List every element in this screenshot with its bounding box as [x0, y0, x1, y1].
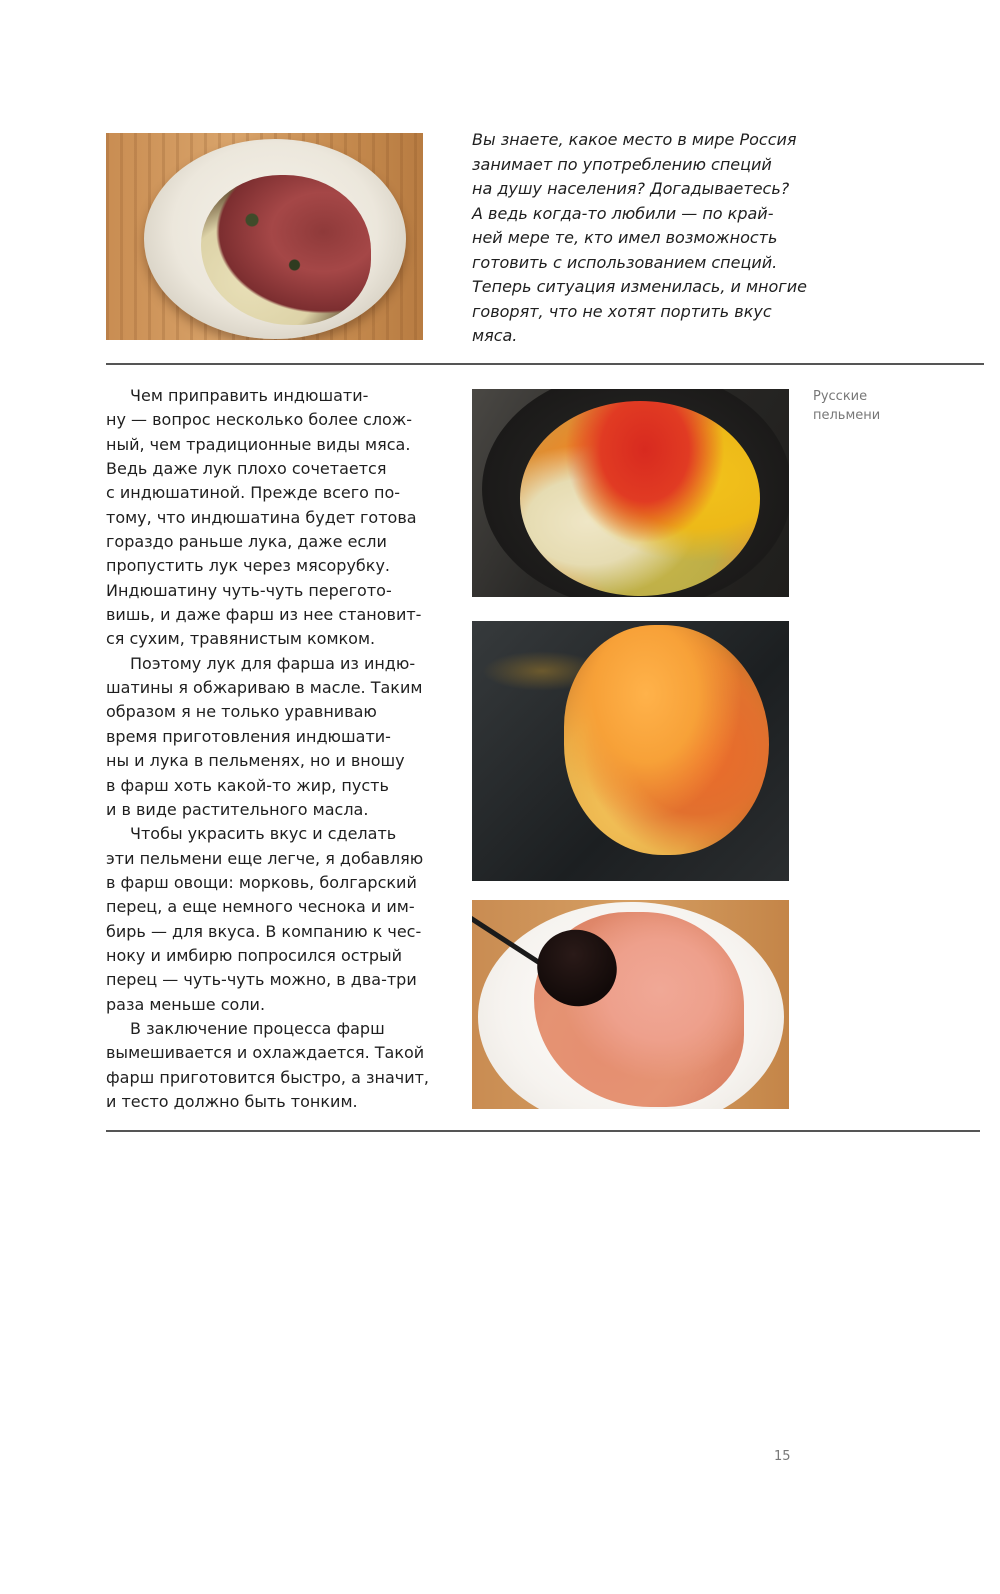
body-line: шатины я обжариваю в масле. Таким	[106, 678, 423, 698]
body-line: фарш приготовится быстро, а значит,	[106, 1067, 429, 1087]
body-line: ся сухим, травянистым комком.	[106, 629, 376, 649]
quote-line: Теперь ситуация изменилась, и многие	[472, 277, 807, 296]
body-line: и тесто должно быть тонким.	[106, 1091, 358, 1111]
body-text	[106, 384, 436, 1114]
quote-line: на душу населения? Догадываетесь?	[472, 179, 790, 198]
quote-line: Вы знаете, какое место в мире Россия	[472, 130, 797, 149]
body-line: перец — чуть-чуть можно, в два-три	[106, 970, 417, 990]
body-line: ноку и имбирю попросился острый	[106, 945, 403, 965]
body-line: ный, чем традиционные виды мяса.	[106, 434, 411, 454]
quote-line: А ведь когда-то любили — по край-	[472, 203, 774, 223]
body-line: тому, что индюшатина будет готова	[106, 507, 417, 527]
body-line: ны и лука в пельменях, но и вношу	[106, 751, 405, 771]
section-label	[813, 387, 933, 425]
body-line: эти пельмени еще легче, я добавляю	[106, 848, 424, 868]
section-label-line: пельмени	[813, 408, 881, 423]
body-line: и в виде растительного масла.	[106, 799, 369, 819]
body-line: бирь — для вкуса. В компанию к чес-	[106, 921, 422, 941]
diced-vegetables	[520, 401, 760, 596]
body-line: гораздо раньше лука, даже если	[106, 532, 387, 552]
body-line: вишь, и даже фарш из нее становит-	[106, 605, 422, 625]
body-line: в фарш овощи: морковь, болгарский	[106, 872, 417, 892]
section-label-line: Русские	[813, 389, 868, 404]
body-line: раза меньше соли.	[106, 994, 266, 1014]
quote-line: говорят, что не хотят портить вкус	[472, 301, 772, 321]
quote-line: мяса.	[472, 326, 518, 345]
body-line: Ведь даже лук плохо сочетается	[106, 459, 387, 479]
photo-bowl-turkey-mince-spoon	[472, 900, 789, 1109]
photo-pan-diced-vegetables	[472, 389, 789, 597]
fried-vegetable-mound	[564, 625, 769, 855]
body-line: Чем приправить индюшати-	[130, 386, 369, 405]
body-line: перец, а еще немного чеснока и им-	[106, 897, 415, 917]
body-line: с индюшатиной. Прежде всего по-	[106, 483, 401, 503]
body-line: Индюшатину чуть-чуть перегото-	[106, 580, 392, 600]
body-line: время приготовления индюшати-	[106, 726, 391, 746]
body-line: вымешивается и охлаждается. Такой	[106, 1043, 425, 1063]
photo-pan-fried-vegetables	[472, 621, 789, 881]
body-line: пропустить лук через мясорубку.	[106, 556, 391, 576]
body-line: В заключение процесса фарш	[130, 1018, 385, 1038]
horizontal-rule-bottom	[106, 1130, 980, 1132]
horizontal-rule-top	[106, 363, 984, 365]
quote-line: ней мере те, кто имел возможность	[472, 228, 778, 247]
body-line: Поэтому лук для фарша из индю-	[130, 653, 416, 673]
body-line: Чтобы украсить вкус и сделать	[130, 824, 397, 844]
body-line: ну — вопрос несколько более слож-	[106, 410, 413, 430]
quote-line: занимает по употреблению специй	[472, 154, 772, 174]
body-line: образом я не только уравниваю	[106, 702, 377, 722]
body-line: в фарш хоть какой-то жир, пусть	[106, 775, 389, 795]
page-number: 15	[774, 1449, 791, 1464]
italic-quote	[472, 128, 807, 349]
quote-line: готовить с использованием специй.	[472, 252, 778, 272]
photo-bowl-minced-meat	[106, 133, 423, 340]
